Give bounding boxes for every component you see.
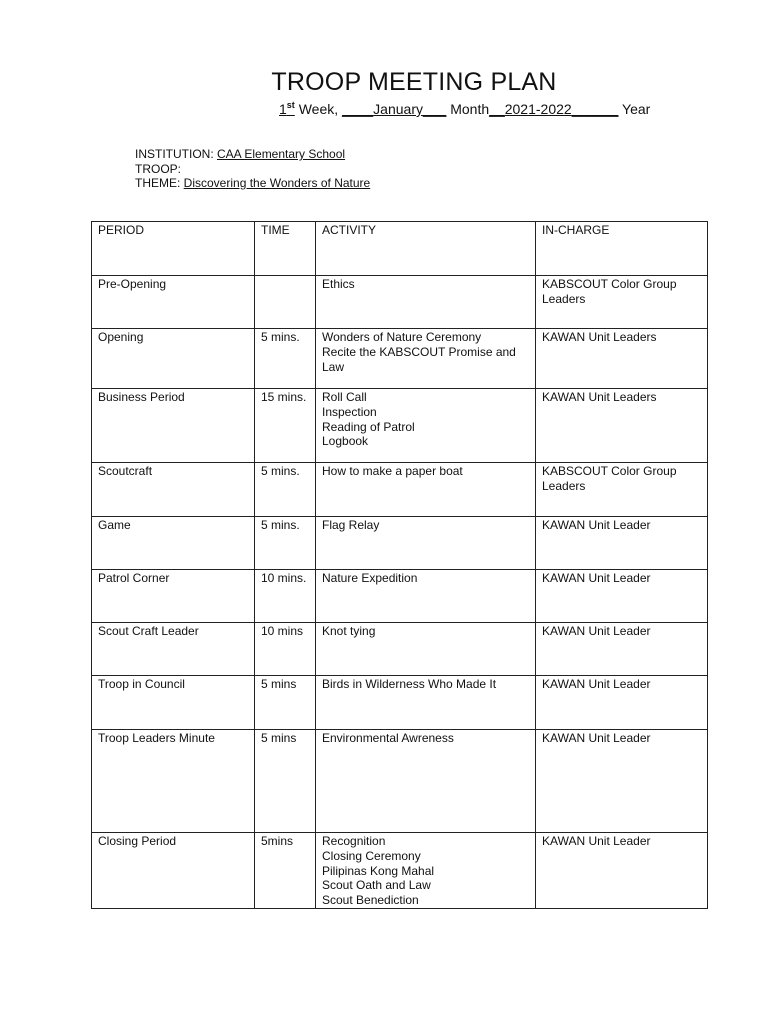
table-row	[92, 329, 708, 389]
in-charge-cell-line: KAWAN Unit Leader	[542, 731, 651, 745]
header-period: PERIOD	[92, 222, 255, 276]
period-cell: Scoutcraft	[92, 463, 255, 517]
activity-cell-line: Reading of Patrol	[322, 419, 415, 434]
time-cell: 10 mins.	[255, 570, 316, 623]
month-field: ____January___	[342, 101, 447, 117]
in-charge-cell-line: KAWAN Unit Leaders	[542, 330, 657, 344]
activity-cell-line: Recite the KABSCOUT Promise and	[322, 344, 516, 359]
header-in-charge: IN-CHARGE	[536, 222, 708, 276]
period-cell: Scout Craft Leader	[92, 623, 255, 676]
time-cell: 5 mins	[255, 730, 316, 833]
activity-cell	[316, 517, 536, 570]
in-charge-cell-line: KABSCOUT Color Group	[542, 277, 677, 291]
table-row	[92, 463, 708, 517]
time-cell: 5mins	[255, 833, 316, 909]
activity-cell-line: Knot tying	[322, 624, 376, 638]
period-cell: Game	[92, 517, 255, 570]
in-charge-cell	[536, 389, 708, 463]
activity-cell-line: How to make a paper boat	[322, 464, 463, 478]
in-charge-cell-line: KABSCOUT Color Group	[542, 464, 677, 478]
table-row	[92, 676, 708, 730]
period-cell: Closing Period	[92, 833, 255, 909]
troop-row	[135, 162, 370, 177]
activity-cell	[316, 389, 536, 463]
in-charge-cell	[536, 623, 708, 676]
theme-row	[135, 176, 370, 191]
in-charge-cell	[536, 329, 708, 389]
week-label: Week,	[294, 101, 343, 117]
theme-value: Discovering the Wonders of Nature	[183, 176, 371, 190]
institution-value: CAA Elementary School	[217, 147, 346, 161]
table-row	[92, 833, 708, 909]
theme-label: THEME:	[135, 176, 184, 190]
in-charge-cell-line: KAWAN Unit Leader	[542, 571, 651, 585]
activity-cell-line: Flag Relay	[322, 518, 380, 532]
header-time: TIME	[255, 222, 316, 276]
activity-cell-line: Ethics	[322, 277, 355, 291]
in-charge-cell-line: KAWAN Unit Leader	[542, 677, 651, 691]
in-charge-cell	[536, 730, 708, 833]
activity-cell-line: Roll Call	[322, 390, 367, 404]
activity-cell-line: Pilipinas Kong Mahal	[322, 863, 435, 878]
troop-label: TROOP:	[135, 161, 182, 176]
in-charge-cell	[536, 570, 708, 623]
in-charge-cell-line: Leaders	[542, 291, 586, 306]
year-field: __2021-2022______	[489, 101, 619, 117]
in-charge-cell-line: KAWAN Unit Leader	[542, 518, 651, 532]
meeting-plan-table	[91, 221, 708, 909]
period-cell: Troop Leaders Minute	[92, 730, 255, 833]
activity-cell	[316, 730, 536, 833]
in-charge-cell	[536, 517, 708, 570]
table-row	[92, 276, 708, 329]
table-row	[92, 623, 708, 676]
time-cell: 5 mins	[255, 676, 316, 730]
activity-cell-line: Law	[322, 359, 345, 374]
activity-cell	[316, 276, 536, 329]
table-header-row	[92, 222, 708, 276]
activity-cell	[316, 329, 536, 389]
period-cell: Pre-Opening	[92, 276, 255, 329]
time-cell: 5 mins.	[255, 329, 316, 389]
activity-cell-line: Wonders of Nature Ceremony	[322, 330, 482, 344]
in-charge-cell	[536, 833, 708, 909]
activity-cell	[316, 623, 536, 676]
week-number: 1st	[279, 100, 295, 117]
time-cell: 5 mins.	[255, 517, 316, 570]
header-activity: ACTIVITY	[316, 222, 536, 276]
activity-cell-line: Environmental Awreness	[322, 731, 454, 745]
activity-cell-line: Birds in Wilderness Who Made It	[322, 677, 497, 691]
activity-cell	[316, 676, 536, 730]
period-cell: Patrol Corner	[92, 570, 255, 623]
time-cell: 15 mins.	[255, 389, 316, 463]
institution-row	[135, 147, 370, 162]
activity-cell-line: Closing Ceremony	[322, 848, 421, 863]
in-charge-cell-line: KAWAN Unit Leader	[542, 834, 651, 848]
activity-cell-line: Inspection	[322, 404, 377, 419]
activity-cell	[316, 570, 536, 623]
time-cell: 5 mins.	[255, 463, 316, 517]
table-row	[92, 517, 708, 570]
activity-cell-line: Scout Benediction	[322, 893, 419, 908]
in-charge-cell	[536, 676, 708, 730]
document-title: TROOP MEETING PLAN	[271, 68, 557, 96]
activity-cell	[316, 463, 536, 517]
activity-cell-line: Scout Oath and Law	[322, 878, 431, 893]
in-charge-cell-line: Leaders	[542, 478, 586, 493]
in-charge-cell-line: KAWAN Unit Leaders	[542, 390, 657, 404]
time-cell	[255, 276, 316, 329]
table-row	[92, 570, 708, 623]
period-cell: Troop in Council	[92, 676, 255, 730]
info-block	[135, 147, 370, 191]
week-month-year-line	[279, 100, 650, 117]
institution-label: INSTITUTION:	[135, 147, 217, 161]
activity-cell-line: Recognition	[322, 834, 386, 848]
in-charge-cell-line: KAWAN Unit Leader	[542, 624, 651, 638]
period-cell: Opening	[92, 329, 255, 389]
time-cell: 10 mins	[255, 623, 316, 676]
month-label: Month	[446, 101, 490, 117]
activity-cell-line: Nature Expedition	[322, 571, 418, 585]
table-row	[92, 730, 708, 833]
period-cell: Business Period	[92, 389, 255, 463]
in-charge-cell	[536, 463, 708, 517]
table-row	[92, 389, 708, 463]
in-charge-cell	[536, 276, 708, 329]
activity-cell	[316, 833, 536, 909]
activity-cell-line: Logbook	[322, 434, 369, 449]
year-label: Year	[618, 101, 651, 117]
